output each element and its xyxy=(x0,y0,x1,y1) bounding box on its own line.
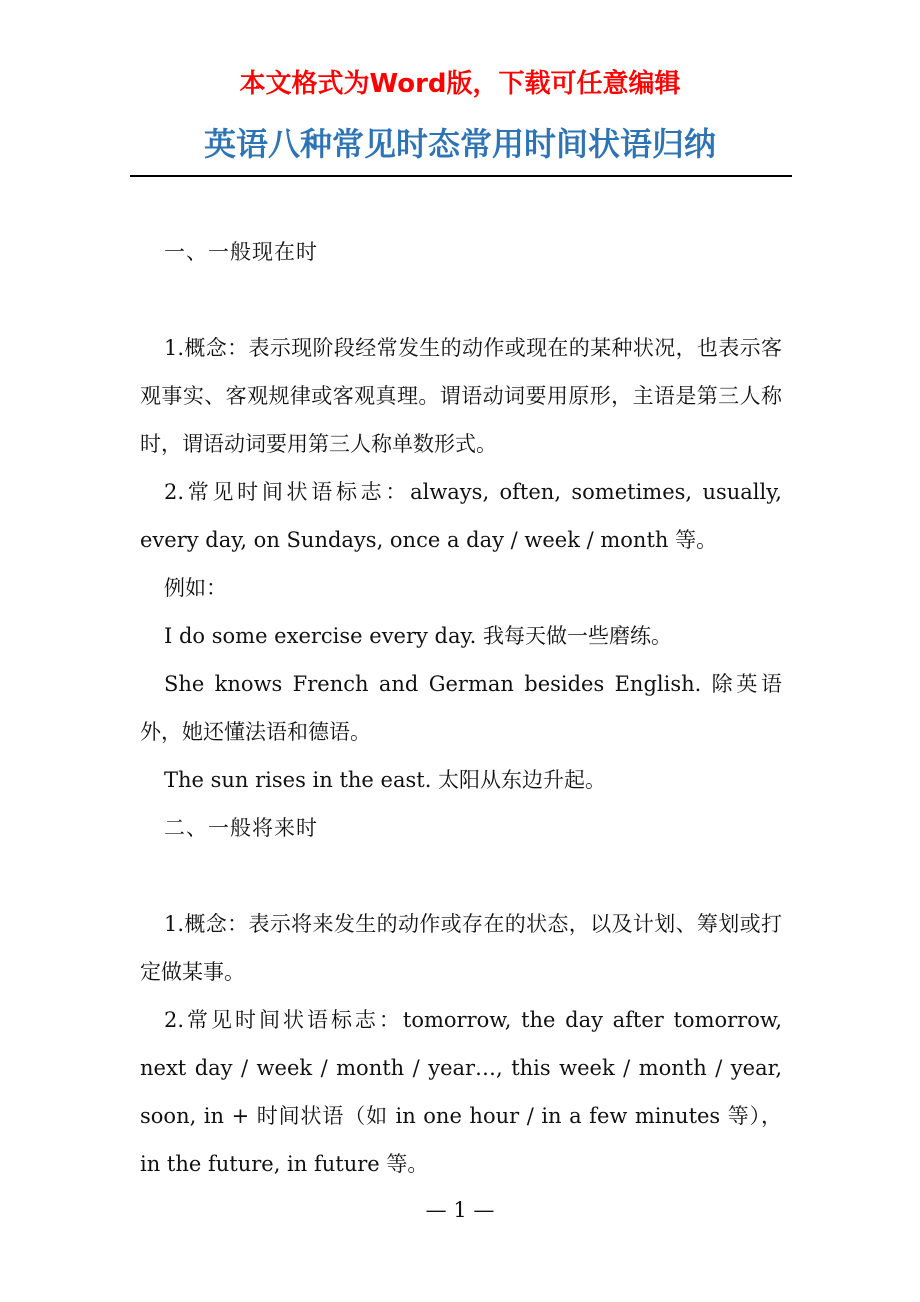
example-sentence: She knows French and German besides English. 除英语外，她还懂法语和德语。 xyxy=(140,672,782,744)
document-title: 英语八种常见时态常用时间状语归纳 xyxy=(203,125,716,163)
concept-paragraph-simple-future: 1.概念：表示将来发生的动作或存在的状态，以及计划、筹划或打定做某事。 xyxy=(140,912,782,984)
example-sentence: The sun rises in the east. 太阳从东边升起。 xyxy=(164,768,607,792)
markers-paragraph-simple-present: 2.常见时间状语标志：always, often, sometimes, usually, every day, on Sundays, once a day / week / month 等。 xyxy=(140,480,782,552)
title-divider xyxy=(130,175,792,177)
markers-paragraph-simple-future: 2.常见时间状语标志：tomorrow, the day after tomorrow, next day / week / month / year…, this week / month / year, soon, in + 时间状语（如 in one hour / in a few minutes 等），in the future, in future 等。 xyxy=(140,1008,782,1176)
section-heading-simple-future: 二、一般将来时 xyxy=(164,816,318,840)
concept-paragraph-simple-present: 1.概念：表示现阶段经常发生的动作或现在的某种状况，也表示客观事实、客观规律或客观真理。谓语动词要用原形，主语是第三人称时，谓语动词要用第三人称单数形式。 xyxy=(140,336,782,456)
document-body xyxy=(140,228,782,1188)
example-label: 例如： xyxy=(164,576,227,600)
section-heading-simple-present: 一、一般现在时 xyxy=(164,240,318,264)
example-sentence: I do some exercise every day. 我每天做一些磨练。 xyxy=(164,624,672,648)
page-number: — 1 — xyxy=(425,1198,495,1222)
format-notice-banner: 本文格式为Word版，下载可任意编辑 xyxy=(239,69,681,99)
